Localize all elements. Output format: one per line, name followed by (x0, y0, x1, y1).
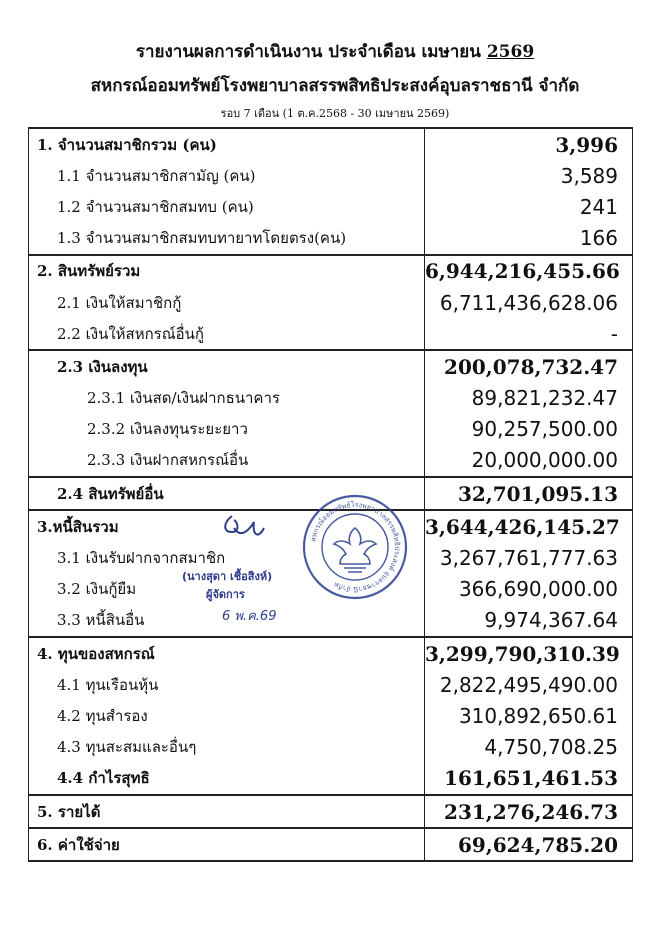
stamp-text: สหกรณ์ออมทรัพย์โรงพยาบาลสรรพสิทธิประสงค์ อุบลราชธานี จำกัด (309, 500, 402, 594)
table-row (29, 318, 633, 350)
cooperative-stamp (300, 492, 410, 602)
row-value: 20,000,000.00 (425, 445, 633, 477)
emblem-icon (334, 528, 376, 572)
row-value: 32,701,095.13 (425, 477, 633, 510)
table-row (29, 414, 633, 445)
row-value: 166 (425, 223, 633, 255)
row-value: 69,624,785.20 (425, 828, 633, 861)
cooperative-name: สหกรณ์ออมทรัพย์โรงพยาบาลสรรพสิทธิประสงค์อุบลราชธานี จำกัด (90, 76, 580, 96)
signer-name: (นางสุดา เชื้อสิงห์) (182, 570, 273, 583)
table-row (29, 128, 633, 160)
table-row (29, 383, 633, 414)
row-label: 4. ทุนของสหกรณ์ (29, 637, 425, 669)
row-value: 3,589 (425, 160, 633, 191)
table-row (29, 223, 633, 255)
report-period: รอบ 7 เดือน (1 ต.ค.2568 - 30 เมษายน 2569) (220, 107, 450, 120)
row-value: 366,690,000.00 (425, 574, 633, 605)
row-value: 310,892,650.61 (425, 700, 633, 731)
table-row (29, 255, 633, 287)
row-label: 5. รายได้ (29, 795, 425, 828)
row-label: 4.1 ทุนเรือนหุ้น (29, 669, 425, 700)
row-label: 1.1 จำนวนสมาชิกสามัญ (คน) (29, 160, 425, 191)
row-label: 1. จำนวนสมาชิกรวม (คน) (29, 128, 425, 160)
table-row (29, 700, 633, 731)
row-value: 90,257,500.00 (425, 414, 633, 445)
row-value: 3,267,761,777.63 (425, 542, 633, 573)
row-value: 2,822,495,490.00 (425, 669, 633, 700)
row-value: 89,821,232.47 (425, 383, 633, 414)
row-value: 3,299,790,310.39 (425, 637, 633, 669)
row-value: 4,750,708.25 (425, 732, 633, 763)
row-label: 2.1 เงินให้สมาชิกกู้ (29, 287, 425, 318)
signature-date: 6 พ.ค.69 (222, 609, 277, 624)
row-label: 3.หนี้สินรวม (29, 510, 425, 542)
report-title (0, 38, 670, 65)
row-label: 6. ค่าใช้จ่าย (29, 828, 425, 861)
row-label: 3.1 เงินรับฝากจากสมาชิก (29, 542, 425, 573)
manager-signature (178, 502, 308, 624)
row-label: 1.3 จำนวนสมาชิกสมทบทายาทโดยตรง(คน) (29, 223, 425, 255)
report-title-text: รายงานผลการดำเนินงาน ประจำเดือน เมษายน (135, 42, 481, 62)
table-row (29, 795, 633, 828)
table-row (29, 669, 633, 700)
row-value: 6,944,216,455.66 (425, 255, 633, 287)
table-row (29, 350, 633, 382)
table-row (29, 732, 633, 763)
table-row (29, 191, 633, 222)
signer-position: ผู้จัดการ (206, 588, 245, 601)
table-row (29, 828, 633, 861)
row-label: 3.3 หนี้สินอื่น (29, 605, 425, 637)
table-row (29, 763, 633, 795)
report-year: 2569 (486, 42, 535, 62)
table-row (29, 445, 633, 477)
row-label: 4.3 ทุนสะสมและอื่นๆ (29, 732, 425, 763)
row-value: 161,651,461.53 (425, 763, 633, 795)
row-label: 1.2 จำนวนสมาชิกสมทบ (คน) (29, 191, 425, 222)
row-label: 2.3.3 เงินฝากสหกรณ์อื่น (29, 445, 425, 477)
row-label: 2.3 เงินลงทุน (29, 350, 425, 382)
row-label: 2.2 เงินให้สหกรณ์อื่นกู้ (29, 318, 425, 350)
row-label: 2.4 สินทรัพย์อื่น (29, 477, 425, 510)
row-value: 3,996 (425, 128, 633, 160)
row-label: 2. สินทรัพย์รวม (29, 255, 425, 287)
row-value: 3,644,426,145.27 (425, 510, 633, 542)
table-row (29, 160, 633, 191)
row-value: 6,711,436,628.06 (425, 287, 633, 318)
row-label: 2.3.1 เงินสด/เงินฝากธนาคาร (29, 383, 425, 414)
row-value: 200,078,732.47 (425, 350, 633, 382)
table-row (29, 605, 633, 637)
row-value: - (425, 318, 633, 350)
row-label: 4.4 กำไรสุทธิ (29, 763, 425, 795)
row-label: 4.2 ทุนสำรอง (29, 700, 425, 731)
row-value: 241 (425, 191, 633, 222)
row-label: 3.2 เงินกู้ยืม (29, 574, 425, 605)
table-row (29, 287, 633, 318)
table-row (29, 637, 633, 669)
row-value: 231,276,246.73 (425, 795, 633, 828)
row-value: 9,974,367.64 (425, 605, 633, 637)
row-label: 2.3.2 เงินลงทุนระยะยาว (29, 414, 425, 445)
signature-scribble-icon (225, 516, 264, 535)
